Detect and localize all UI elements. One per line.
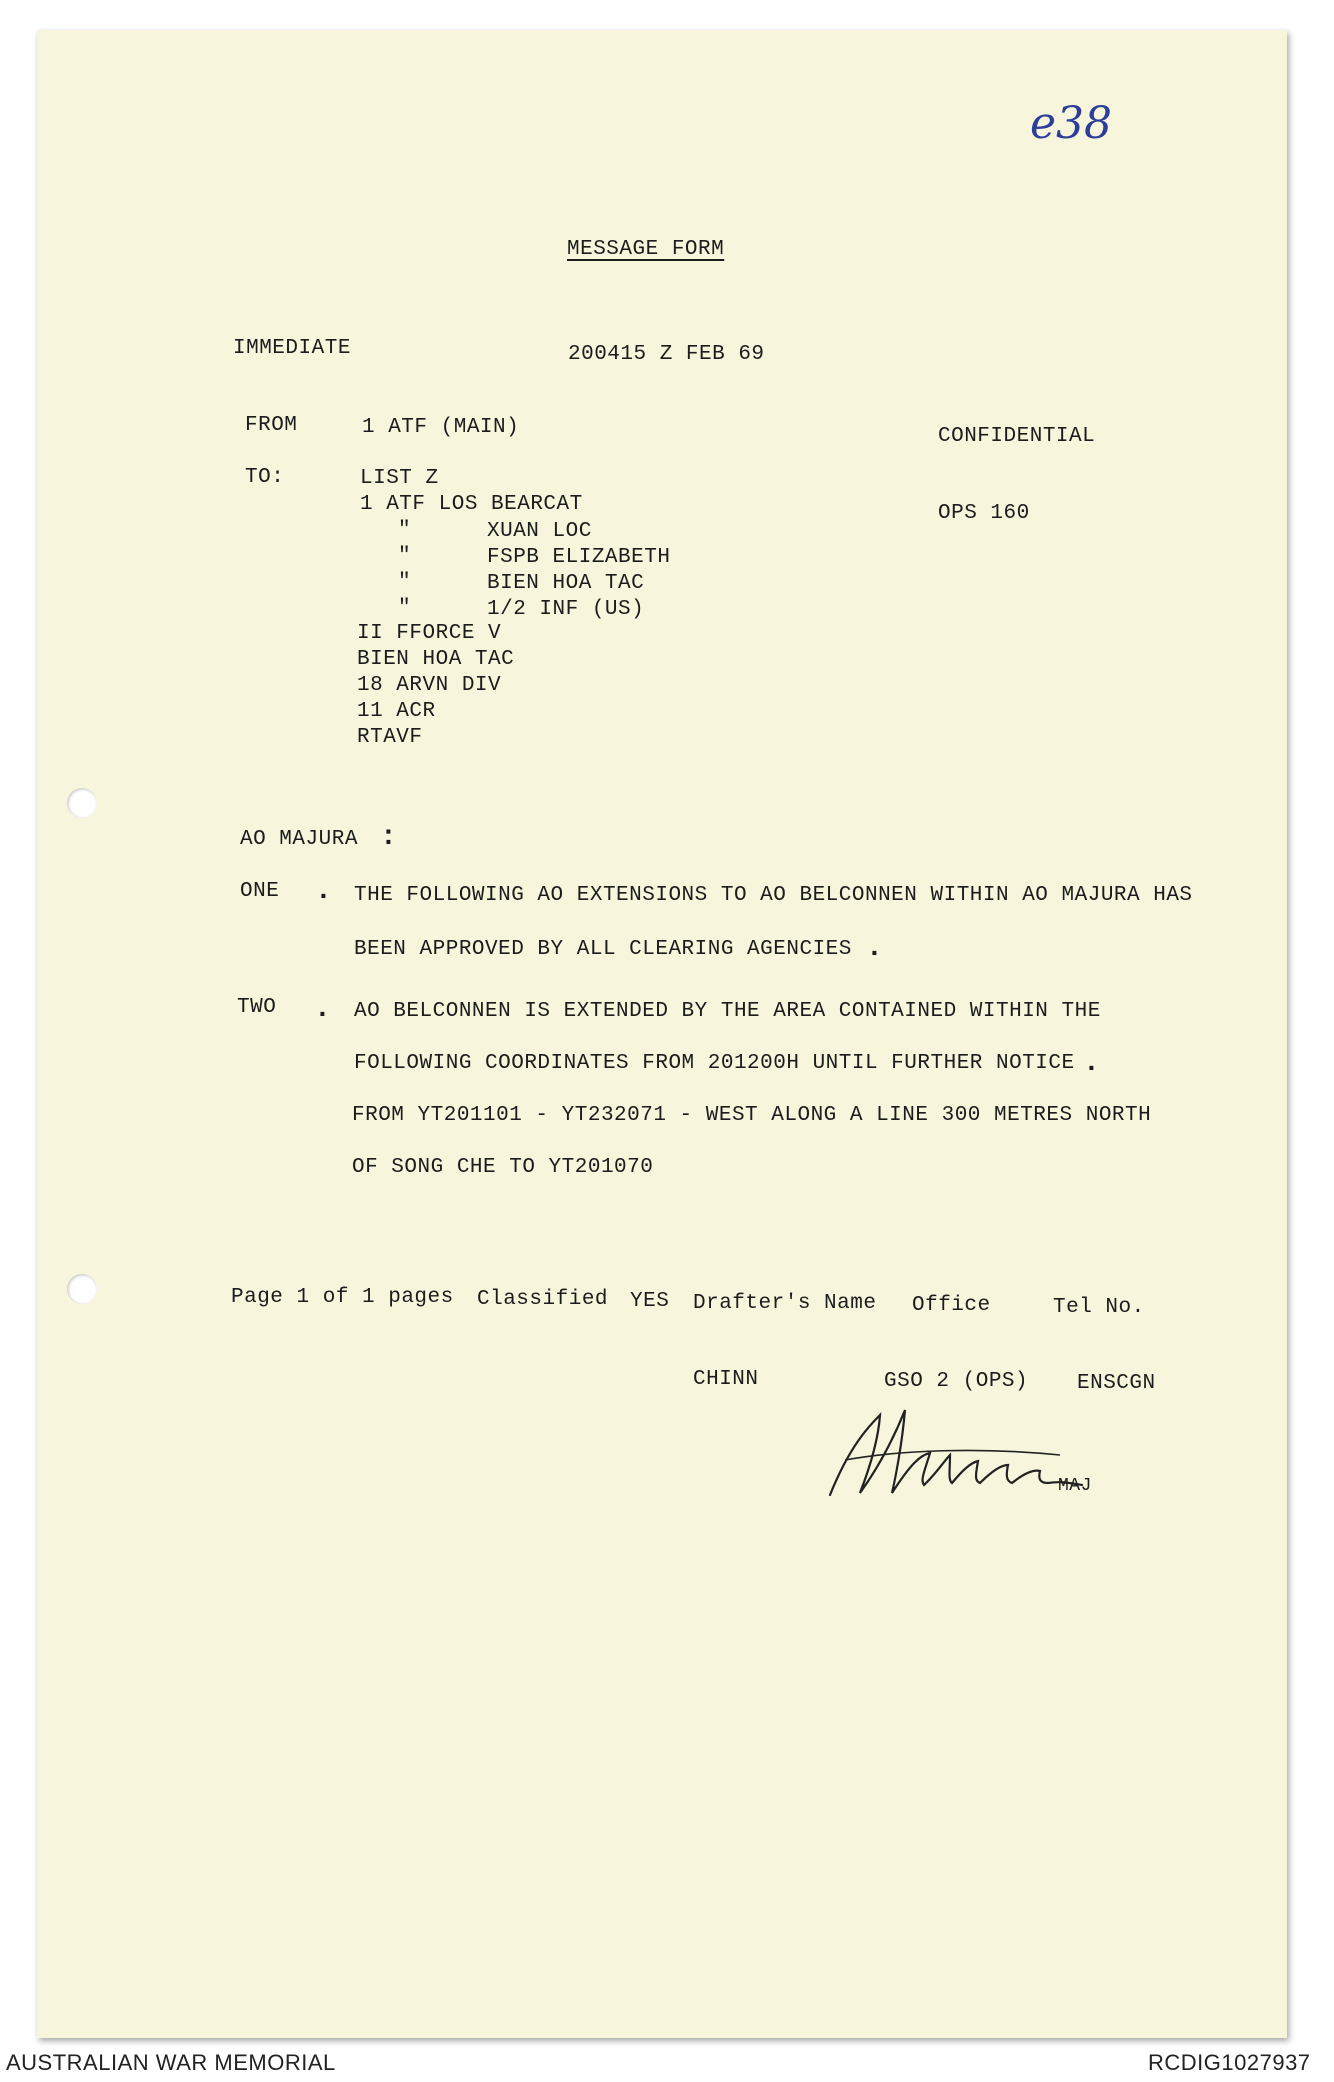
tel-value: ENSCGN [1077, 1372, 1156, 1395]
para-two-line: AO BELCONNEN IS EXTENDED BY THE AREA CONTAINED WITHIN THE [354, 1000, 1101, 1023]
addressee: 18 ARVN DIV [357, 674, 502, 697]
period-dot: . [1083, 1048, 1100, 1079]
para-two-line: FROM YT201101 - YT232071 - WEST ALONG A LINE 300 METRES NORTH [352, 1104, 1152, 1127]
office-value: GSO 2 (OPS) [884, 1370, 1029, 1393]
to-label: TO: [245, 466, 285, 489]
archive-id: RCDIG1027937 [1148, 2050, 1311, 2075]
para-one-line: BEEN APPROVED BY ALL CLEARING AGENCIES [354, 938, 852, 961]
page-count: Page 1 of 1 pages [231, 1286, 454, 1309]
addressee: XUAN LOC [487, 520, 592, 543]
tel-label: Tel No. [1053, 1296, 1145, 1319]
punch-hole-lower [67, 1274, 97, 1304]
para-two-label: TWO [237, 996, 277, 1019]
from-value: 1 ATF (MAIN) [362, 416, 520, 439]
document-title: MESSAGE FORM [567, 238, 725, 261]
ops-reference: OPS 160 [938, 502, 1030, 525]
addressee: 11 ACR [357, 700, 436, 723]
drafter-label: Drafter's Name [693, 1292, 877, 1315]
period-dot: . [866, 933, 883, 964]
ditto-mark: " [398, 545, 412, 568]
from-label: FROM [245, 414, 298, 437]
ditto-mark: " [398, 571, 412, 594]
classified-value: YES [630, 1290, 670, 1313]
signatory-rank: MAJ [1058, 1476, 1092, 1496]
drafter-name: CHINN [693, 1368, 759, 1391]
signature [820, 1385, 1090, 1505]
security-classification: CONFIDENTIAL [938, 425, 1096, 448]
addressee: BIEN HOA TAC [487, 572, 645, 595]
addressee: II FFORCE V [357, 622, 502, 645]
addressee: LIST Z [360, 467, 439, 490]
precedence: IMMEDIATE [233, 337, 351, 360]
archive-credit: AUSTRALIAN WAR MEMORIAL [6, 2050, 336, 2075]
subject-colon: : [380, 822, 397, 853]
para-one-label: ONE [240, 880, 280, 903]
para-two-line: OF SONG CHE TO YT201070 [352, 1156, 654, 1179]
document-page [37, 30, 1287, 2038]
addressee: FSPB ELIZABETH [487, 546, 671, 569]
addressee: 1 ATF LOS BEARCAT [360, 493, 583, 516]
para-one-line: THE FOLLOWING AO EXTENSIONS TO AO BELCONNEN WITHIN AO MAJURA HAS [354, 884, 1193, 907]
subject: AO MAJURA [240, 828, 358, 851]
bullet-dot: . [315, 876, 332, 907]
addressee: BIEN HOA TAC [357, 648, 515, 671]
archive-reference-handwritten: e38 [1030, 98, 1113, 149]
office-label: Office [912, 1294, 991, 1317]
ditto-mark: " [398, 597, 412, 620]
bullet-dot: . [314, 994, 331, 1025]
addressee: 1/2 INF (US) [487, 598, 645, 621]
ditto-mark: " [398, 519, 412, 542]
para-two-line: FOLLOWING COORDINATES FROM 201200H UNTIL FURTHER NOTICE [354, 1052, 1075, 1075]
classified-label: Classified [477, 1288, 609, 1311]
date-time-group: 200415 Z FEB 69 [568, 343, 765, 366]
addressee: RTAVF [357, 726, 423, 749]
punch-hole-upper [67, 788, 97, 818]
